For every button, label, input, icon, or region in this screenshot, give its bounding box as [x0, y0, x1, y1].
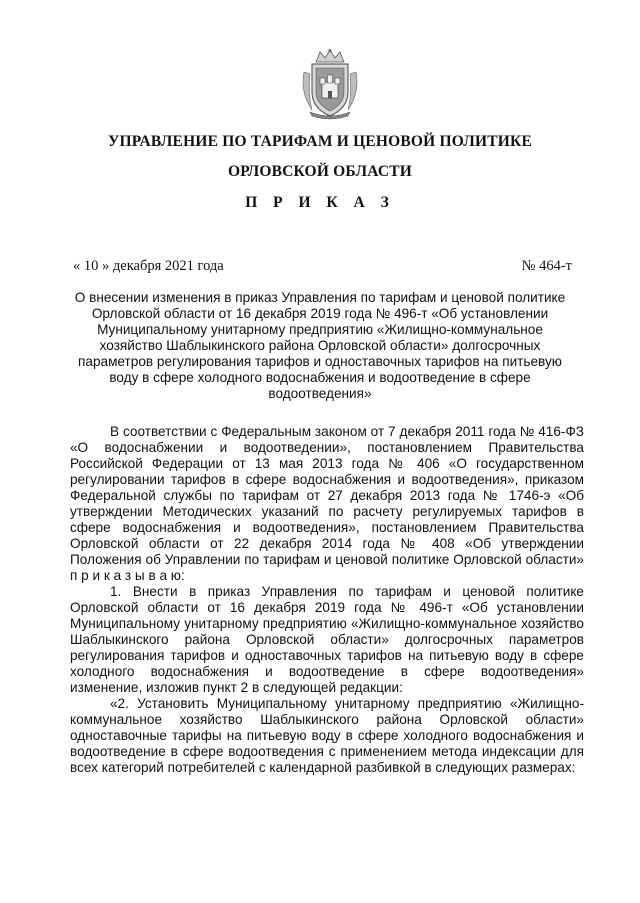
- coat-of-arms-emblem: [298, 48, 362, 120]
- doc-type-heading: П Р И К А З: [245, 194, 395, 211]
- order-number: № 464-т: [521, 258, 572, 274]
- org-name-line2: ОРЛОВСКОЙ ОБЛАСТИ: [227, 163, 413, 180]
- paragraph-item-2: «2. Установить Муниципальному унитарному предприятию «Жилищно-коммунальное хозяйство Шаблыкинского района Орловской области» одноставочные тарифы на питьевую воду в сфере холодного водоснабжения и водоотведение в сфере водоотведения с применением метода индексации для всех категорий потребителей с календарной разбивкой в следующих размерах:: [70, 696, 584, 775]
- order-title: О внесении изменения в приказ Управления по тарифам и ценовой политике Орловской области от 16 декабря 2019 года № 496-т «Об установлении Муниципальному унитарному предприятию «Жилищно-коммунальное хозяйство Шаблыкинского района Орловской области» долгосрочных параметров регулирования тарифов и одноставочных тарифов на питьевую воду в сфере холодного водоснабжения и водоотведение в сфере водоотведения»: [74, 290, 566, 401]
- paragraph-item-1: 1. Внести в приказ Управления по тарифам и ценовой политике Орловской области от 16 декабря 2019 года № 496-т «Об установлении Муниципальному унитарному предприятию «Жилищно-коммунальное хозяйство Шаблыкинского района Орловской области» долгосрочных параметров регулирования тарифов и одноставочных тарифов на питьевую воду в сфере холодного водоснабжения и водоотведение в сфере водоотведения» изменение, изложив пункт 2 в следующей редакции:: [70, 584, 584, 695]
- paragraph-preamble: В соответствии с Федеральным законом от 7 декабря 2011 года № 416-ФЗ «О водоснабжении и водоотведении», постановлением Правительства Российской Федерации от 13 мая 2013 года № 406 «О государственном регулировании тарифов в сфере водоснабжения и водоотведения», приказом Федеральной службы по тарифам от 27 декабря 2013 года № 1746-э «Об утверждении Методических указаний по расчету регулируемых тарифов в сфере водоснабжения и водоотведения», постановлением Правительства Орловской области от 22 декабря 2014 года № 408 «Об утверждении Положения об Управлении по тарифам и ценовой политике Орловской области» п р и к а з ы в а ю:: [70, 424, 584, 583]
- org-name-line1: УПРАВЛЕНИЕ ПО ТАРИФАМ И ЦЕНОВОЙ ПОЛИТИКЕ: [107, 133, 533, 150]
- order-body: [70, 424, 584, 776]
- order-date: « 10 » декабря 2021 года: [73, 258, 224, 274]
